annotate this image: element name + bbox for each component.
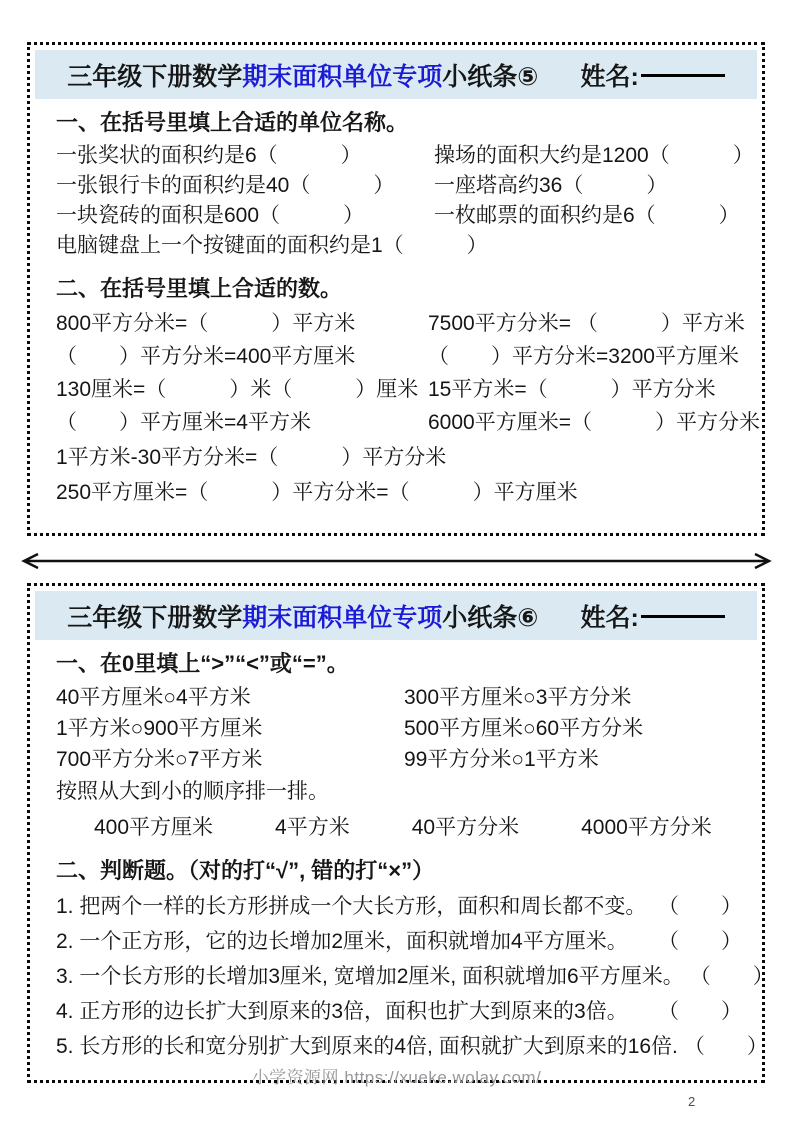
fill-unit-row: 一张银行卡的面积约是40（ ） 一座塔高约36（ ） — [56, 174, 668, 197]
cut-line-arrow — [8, 551, 785, 571]
sheet6-title-highlight: 期末面积单位专项 — [242, 603, 443, 632]
sheet5-section2-heading: 二、在括号里填上合适的数。 — [56, 275, 343, 301]
judge-item: 5. 长方形的长和宽分别扩大到原来的4倍, 面积就扩大到原来的16倍. （ ） — [56, 1027, 742, 1062]
fill-unit-row: 一块瓷砖的面积是600（ ） 一枚邮票的面积约是6（ ） — [56, 204, 740, 227]
sheet5-body — [30, 99, 762, 507]
sheet6-header — [35, 591, 757, 640]
sheet5-name-label: 姓名: — [580, 62, 639, 91]
sheet6-title-part2: 小纸条⑥ — [442, 603, 539, 632]
order-item: 40平方分米 — [411, 816, 520, 839]
fill-number-row: 800平方分米=（ ）平方米 7500平方分米= （ ）平方米 — [56, 311, 745, 335]
worksheet-slip-5 — [27, 42, 765, 536]
judge-item: 4. 正方形的边长扩大到原来的3倍，面积也扩大到原来的3倍。 （ ） — [56, 992, 742, 1027]
sheet6-section2-heading: 二、判断题。（对的打“√”, 错的打“×”） — [56, 857, 435, 883]
answer-paren: （ ） — [658, 999, 742, 1023]
sheet6-body — [30, 640, 774, 1062]
answer-paren: （ ） — [658, 894, 742, 918]
sheet5-name-underline — [641, 73, 725, 77]
fill-number-row: 130厘米=（ ）米（ ）厘米 15平方米=（ ）平方分米 — [56, 377, 716, 401]
worksheet-slip-6 — [27, 583, 774, 1083]
sheet6-name-label: 姓名: — [580, 603, 639, 632]
order-item: 4平方米 — [275, 816, 350, 839]
fill-number-row: （ ）平方厘米=4平方米 6000平方厘米=（ ）平方分米 — [56, 410, 760, 434]
sheet5-title-highlight: 期末面积单位专项 — [242, 62, 443, 91]
answer-paren: （ ） — [689, 964, 774, 988]
fill-unit-row: 一张奖状的面积约是6（ ） 操场的面积大约是1200（ ） — [56, 144, 754, 167]
judge-item: 2. 一个正方形，它的边长增加2厘米，面积就增加4平方厘米。 （ ） — [56, 922, 742, 957]
order-prompt: 按照从大到小的顺序排一排。 — [56, 780, 329, 803]
sheet5-section1-heading: 一、在括号里填上合适的单位名称。 — [56, 109, 409, 135]
answer-paren: （ ） — [658, 929, 742, 953]
site-watermark: 小学资源网 https://xueke.wolay.com/ — [251, 1068, 542, 1087]
answer-paren: （ ） — [683, 1034, 768, 1058]
fill-number-row-full: 1平方米-30平方分米=（ ）平方分米 — [56, 445, 447, 469]
order-item: 400平方厘米 — [94, 816, 214, 839]
fill-number-row-full: 250平方厘米=（ ）平方分米=（ ）平方厘米 — [56, 480, 578, 504]
fill-unit-row-full: 电脑键盘上一个按键面的面积约是1（ ） — [56, 234, 488, 257]
order-item: 4000平方分米 — [581, 816, 712, 839]
judge-item: 1. 把两个一样的长方形拼成一个大长方形，面积和周长都不变。 （ ） — [56, 887, 742, 922]
fill-number-row: （ ）平方分米=400平方厘米 （ ）平方分米=3200平方厘米 — [56, 344, 739, 368]
sheet6-name-underline — [641, 614, 725, 618]
order-items-row — [56, 807, 742, 845]
sheet6-section1-heading: 一、在0里填上“>”“<”或“=”。 — [56, 650, 349, 676]
sheet5-title-part1: 三年级下册数学 — [67, 62, 243, 91]
compare-row: 1平方米○900平方厘米 500平方厘米○60平方分米 — [56, 716, 644, 740]
sheet5-header — [35, 50, 757, 99]
sheet5-title-part2: 小纸条⑤ — [442, 62, 539, 91]
compare-row: 700平方分米○7平方米 99平方分米○1平方米 — [56, 747, 599, 771]
judge-item: 3. 一个长方形的长增加3厘米, 宽增加2厘米, 面积就增加6平方厘米。 （ ） — [56, 957, 742, 992]
compare-row: 40平方厘米○4平方米 300平方厘米○3平方分米 — [56, 685, 632, 709]
page-number: 2 — [688, 1094, 696, 1109]
sheet6-title-part1: 三年级下册数学 — [67, 603, 243, 632]
